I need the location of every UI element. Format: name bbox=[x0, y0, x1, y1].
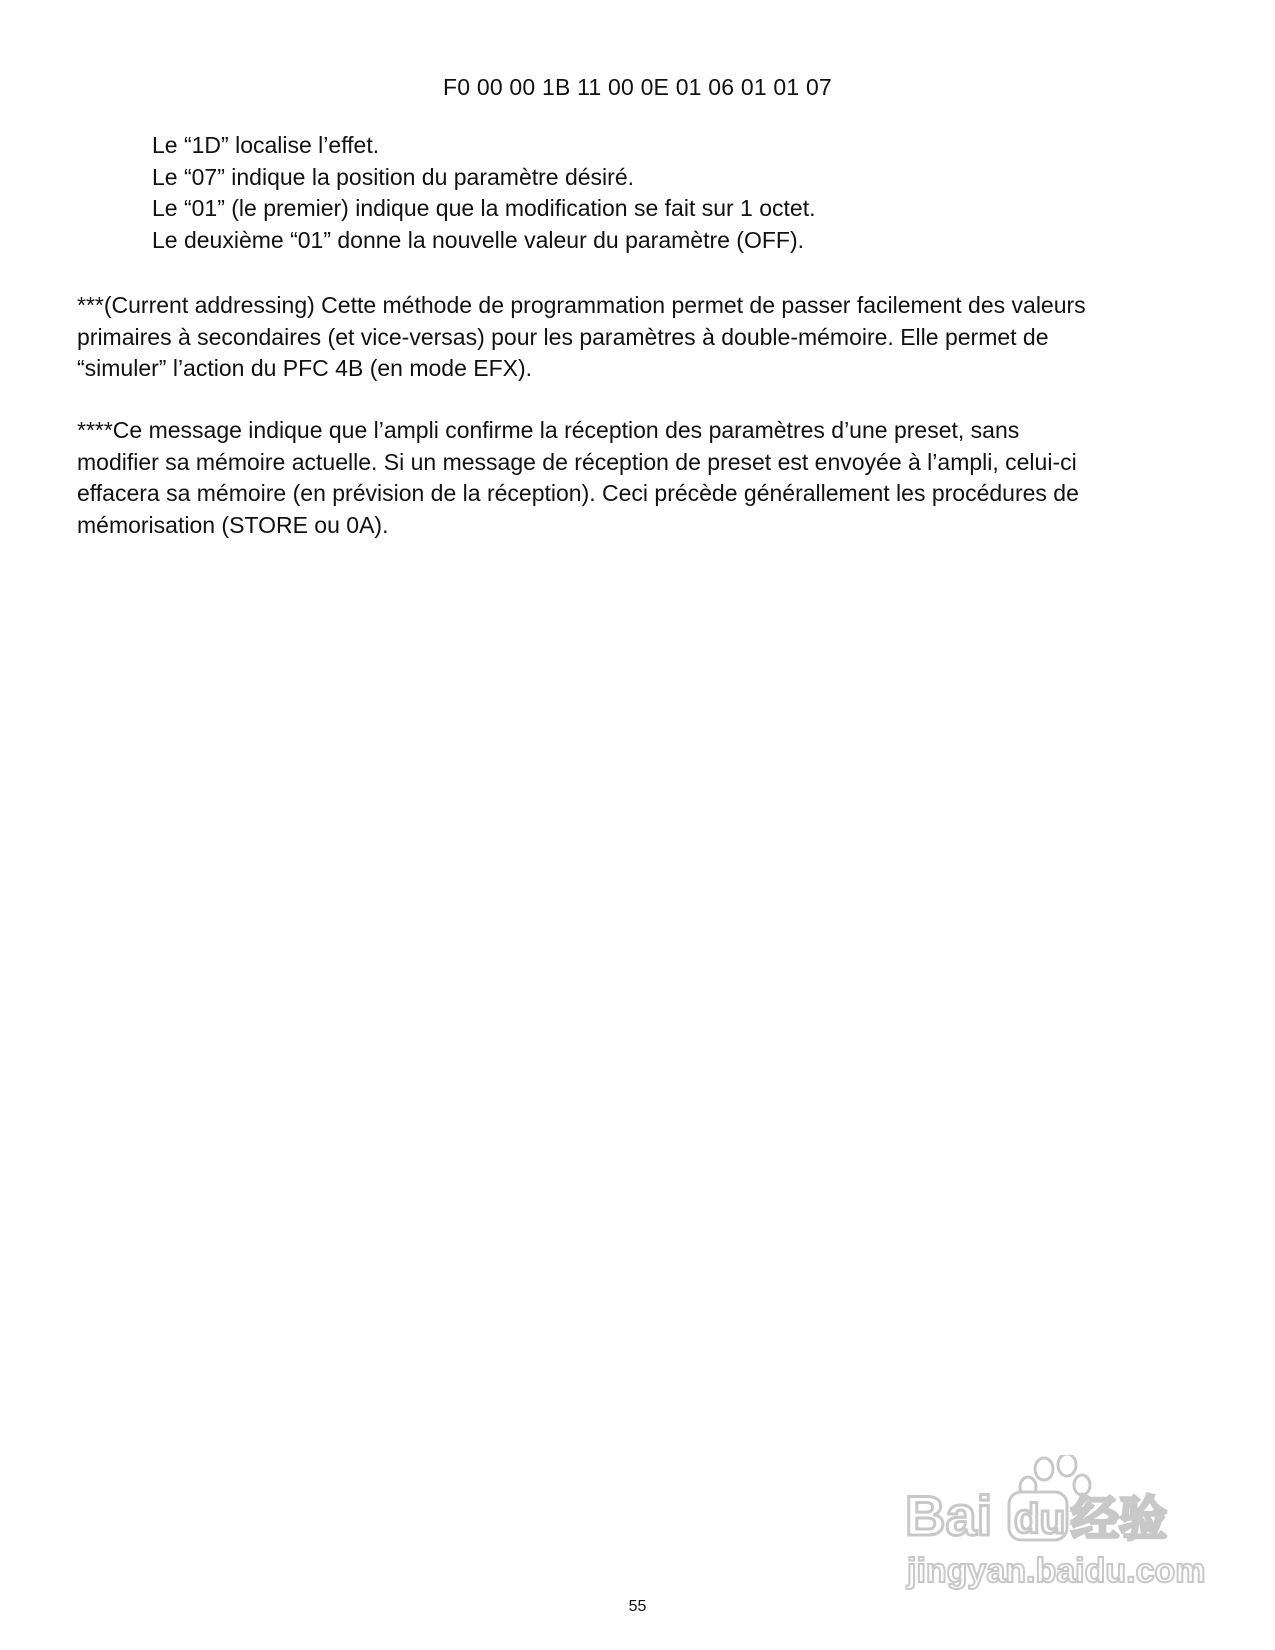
preset-confirmation-note bbox=[77, 415, 1199, 541]
paragraph-line: modifier sa mémoire actuelle. Si un message de réception de preset est envoyée à l’ampli, celui-ci bbox=[77, 448, 1077, 475]
list-item: Le “1D” localise l’effet. bbox=[152, 132, 380, 158]
paragraph-line: mémorisation (STORE ou 0A). bbox=[77, 511, 389, 538]
baidu-logo-icon bbox=[905, 1455, 1205, 1605]
watermark-url-text: jingyan.baidu.com bbox=[907, 1552, 1205, 1590]
parameter-explanation-list bbox=[152, 130, 1192, 256]
list-item: Le “07” indique la position du paramètre désiré. bbox=[152, 163, 635, 190]
baidu-jingyan-watermark bbox=[905, 1455, 1205, 1605]
watermark-brand-text: Bai bbox=[905, 1484, 993, 1547]
paragraph-line: primaires à secondaires (et vice-versas) pour les paramètres à double-mémoire. Elle permet de bbox=[77, 323, 1049, 350]
list-item: Le “01” (le premier) indique que la modification se fait sur 1 octet. bbox=[152, 195, 816, 221]
current-addressing-note bbox=[77, 290, 1199, 385]
paragraph-line: ****Ce message indique que l’ampli confirme la réception des paramètres d’une preset, sans bbox=[77, 417, 1020, 443]
hex-sysex-message: F0 00 00 1B 11 00 0E 01 06 01 01 07 bbox=[443, 74, 832, 100]
svg-text:du: du bbox=[1014, 1495, 1066, 1542]
paragraph-line: “simuler” l’action du PFC 4B (en mode EFX). bbox=[77, 355, 533, 381]
paragraph-line: effacera sa mémoire (en prévision de la réception). Ceci précède générallement les procédures de bbox=[77, 480, 1079, 506]
page-number: 55 bbox=[628, 1598, 647, 1615]
list-item: Le deuxième “01” donne la nouvelle valeur du paramètre (OFF). bbox=[152, 226, 805, 253]
paragraph-line: ***(Current addressing) Cette méthode de programmation permet de passer facilement des valeurs bbox=[77, 292, 1086, 318]
svg-text:经验: 经验 bbox=[1071, 1491, 1168, 1547]
